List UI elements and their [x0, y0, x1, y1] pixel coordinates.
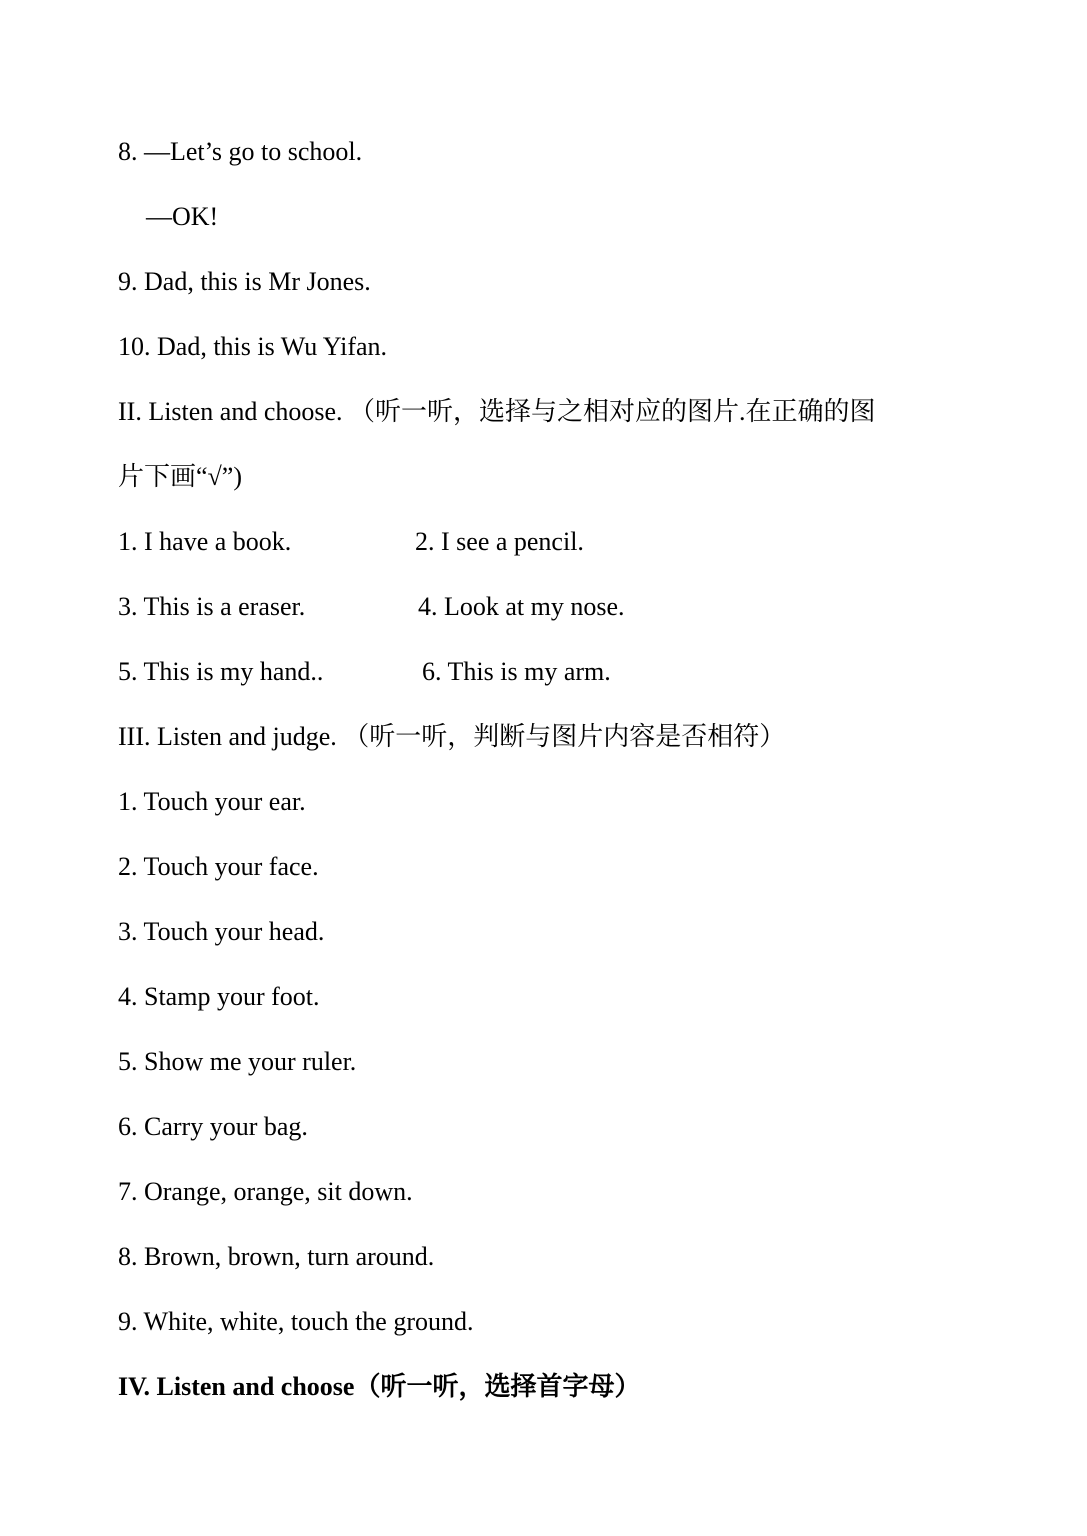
- section-2-heading: II. Listen and choose. （听一听，选择与之相对应的图片.在正确的图: [118, 397, 876, 426]
- listening-item-9: 9. Dad, this is Mr Jones.: [118, 267, 371, 296]
- section-3-item-6: 6. Carry your bag.: [118, 1112, 308, 1141]
- section-2-item-2: 2. I see a pencil.: [415, 527, 584, 556]
- section-2-item-5: 5. This is my hand..: [118, 657, 324, 686]
- section-2-item-3: 3. This is a eraser.: [118, 592, 306, 621]
- section-3-item-4: 4. Stamp your foot.: [118, 982, 320, 1011]
- section-2-item-6: 6. This is my arm.: [422, 657, 611, 686]
- section-2-heading-continued: 片下画“√”): [118, 462, 243, 491]
- section-3-item-2: 2. Touch your face.: [118, 852, 319, 881]
- section-4-heading: IV. Listen and choose（听一听，选择首字母）: [118, 1372, 641, 1401]
- section-3-item-1: 1. Touch your ear.: [118, 787, 306, 816]
- section-2-item-1: 1. I have a book.: [118, 527, 292, 556]
- section-3-item-9: 9. White, white, touch the ground.: [118, 1307, 474, 1336]
- section-2-item-4: 4. Look at my nose.: [418, 592, 625, 621]
- listening-item-8-answer: —OK!: [146, 202, 219, 231]
- section-3-heading: III. Listen and judge. （听一听，判断与图片内容是否相符）: [118, 722, 786, 751]
- section-3-item-3: 3. Touch your head.: [118, 917, 325, 946]
- listening-item-10: 10. Dad, this is Wu Yifan.: [118, 332, 388, 361]
- section-3-item-8: 8. Brown, brown, turn around.: [118, 1242, 435, 1271]
- section-3-item-5: 5. Show me your ruler.: [118, 1047, 357, 1076]
- listening-item-8-question: 8. —Let’s go to school.: [118, 137, 363, 166]
- section-3-item-7: 7. Orange, orange, sit down.: [118, 1177, 413, 1206]
